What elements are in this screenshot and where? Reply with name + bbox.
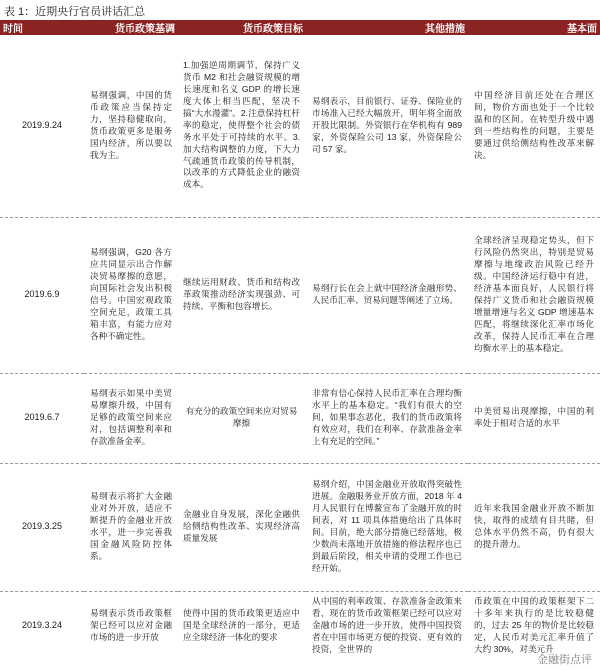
cell-tone: 易纲表示如果中美贸易摩擦升级，中国有足够的政策空间来应对，包括调整利率和存款准备金率。: [84, 373, 178, 463]
cell-other: 非常有信心保持人民币汇率在合理均衡水平上的基本稳定。“我们有很大的空间，如果事态恶化，我们的货币政策将有效应对，我们在利率、存款准备金率上有充足的空间。”: [306, 373, 468, 463]
watermark: 金融街点评: [537, 654, 592, 666]
cell-date: 2019.9.24: [21, 119, 63, 130]
cell-fundamental: 币政策在中国的政策框架下二十多年来执行的是比较稳健的，过去 25 年的物价是比较稳定，人民币对美元汇率升值了大约 30%，对美元升: [468, 591, 600, 661]
header-other: 其他措施: [306, 20, 468, 35]
speech-summary-table: [0, 20, 600, 661]
header-row: [0, 20, 600, 35]
cell-goal: 金融业自身发展，深化金融供给侧结构性改革、实现经济高质量发展: [178, 463, 306, 591]
cell-goal: 有充分的政策空间来应对贸易摩擦: [178, 373, 306, 463]
table-row: [0, 591, 600, 661]
cell-other: 易纲行长在会上就中国经济金融形势、人民币汇率、贸易问题等阐述了立场。: [306, 217, 468, 373]
cell-date: 2019.6.7: [0, 373, 84, 463]
table-row: [0, 373, 600, 463]
cell-date: 2019.6.9: [0, 217, 84, 373]
table-caption: 表 1：近期央行官员讲话汇总: [4, 6, 146, 18]
cell-goal: 1.加强逆周期调节，保持广义货币 M2 和社会融资规模的增长速度和名义 GDP 的增长速度大体上相当匹配，坚决不搞“大水漫灌”。2.注意保持杠杆率的稳定，使得整个社会的债务水平处于可持续的水平。3.加大结构调整的力度，下大力气疏通货币政策的传导机制，以改革的方式降低企业的融资成本。: [183, 60, 300, 190]
cell-goal: 使得中国的货币政策更适应中国是全球经济的一部分，更适应全球经济一体化的要求: [178, 591, 306, 661]
cell-fundamental: 全球经济呈现稳定势头，但下行风险仍然突出，特别是贸易摩擦与地缘政治风险已经升级。中国经济运行稳中有进，经济基本面良好，人民银行将保持广义货币和社会融资规模增量增速与名义 GDP 增速基本匹配，将继续深化汇率市场化改革，保持人民币汇率在合理均衡水平上的基本稳定。: [468, 217, 600, 373]
cell-goal: 继续运用财政、货币和结构改革政策推动经济实现强劲、可持续、平衡和包容增长。: [178, 217, 306, 373]
cell-date: 2019.3.25: [0, 463, 84, 591]
cell-date: 2019.3.24: [0, 591, 84, 661]
cell-other: 易纲介绍，中国金融业开放取得突破性进展。金融服务业开放方面，2018 年 4 月人民银行在博鳌宣布了金融开放的时间表，对 11 项具体措施给出了具体时间。目前，绝大部分措施已经落地，极少数尚未落地开放措施的修法程序也已到最后阶段，相关申请的受理工作也已经开始。: [306, 463, 468, 591]
cell-fundamental: 中美贸易出现摩擦，中国的利率处于相对合适的水平: [468, 373, 600, 463]
table-row: [0, 35, 600, 217]
cell-other: 从中国的利率政策、存款准备金政策来看，现在的货币政策框架已经可以应对金融市场的进一步开放，使得中国投资者在中国市场更方便的投资、更有效的投资，全世界的: [306, 591, 468, 661]
cell-other: 易纲表示，目前银行、证券、保险业的市场准入已经大幅放开，明年将全面放开股比限制。外资银行在华机构有 989 家，外资保险公司 13 家，外资保险公司 57 家。: [312, 95, 462, 154]
table-row: [0, 463, 600, 591]
table-row: [0, 217, 600, 373]
cell-fundamental: 中国经济目前还处在合理区间，物价方面也处于一个比较温和的区间。在转型升级中遇到一些结构性的问题，主要是要通过供给侧结构性改革来解决。: [474, 90, 594, 160]
cell-tone: 易纲强调，G20 各方应共同显示出合作解决贸易摩擦的意愿，向国际社会发出积极信号。中国宏观政策空间充足，政策工具箱丰富，有能力应对各种不确定性。: [84, 217, 178, 373]
cell-tone: 易纲强调，中国的货币政策应当保持定力，坚持稳健取向，货币政策更多是服务国内经济，所以要以我为主。: [90, 90, 172, 160]
header-fundamental: 基本面: [468, 20, 600, 35]
cell-tone: 易纲表示将扩大金融业对外开放，适应不断提升的金融业开放水平，进一步完善我国金融风险防控体系。: [84, 463, 178, 591]
header-tone: 货币政策基调: [84, 20, 178, 35]
header-goal: 货币政策目标: [178, 20, 306, 35]
cell-fundamental: 近年来我国金融业开放不断加快，取得的成绩有目共睹，但总体水平仍然不高，仍有很大的提升潜力。: [468, 463, 600, 591]
cell-tone: 易纲表示货币政策框架已经可以应对金融市场的进一步开放: [84, 591, 178, 661]
header-date: 时间: [0, 20, 84, 35]
